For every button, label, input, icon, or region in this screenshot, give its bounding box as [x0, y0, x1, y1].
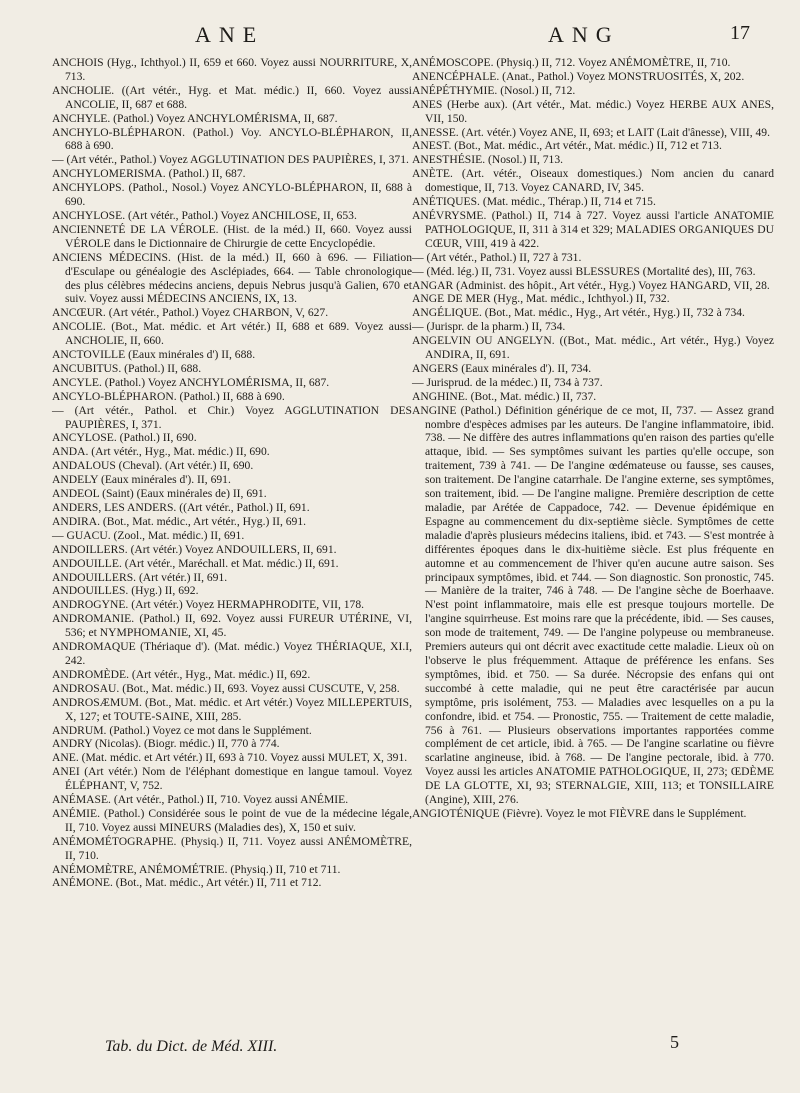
index-entry: — (Art vétér., Pathol. et Chir.) Voyez AGGLUTINATION DES PAUPIÈRES, I, 371.: [52, 403, 412, 431]
footer-signature: Tab. du Dict. de Méd. XIII.: [105, 1038, 278, 1055]
index-entry: ANGHINE. (Bot., Mat. médic.) II, 737.: [412, 389, 597, 403]
left-column: [52, 56, 412, 890]
index-entry: ANEI (Art vétér.) Nom de l'éléphant domestique en langue tamoul. Voyez ÉLÉPHANT, V, 752.: [52, 765, 412, 793]
index-entry: — (Art vétér., Pathol.) Voyez AGGLUTINATION DES PAUPIÈRES, I, 371.: [52, 153, 409, 167]
index-entry: ANCHYLO-BLÉPHARON. (Pathol.) Voy. ANCYLO-BLÉPHARON, II, 688 à 690.: [52, 125, 412, 153]
index-entry: ANGIOTÉNIQUE (Fièvre). Voyez le mot FIÈVRE dans le Supplément.: [412, 806, 747, 820]
right-column: [412, 56, 774, 821]
index-entry: ANCHOLIE. ((Art vétér., Hyg. et Mat. médic.) II, 660. Voyez aussi ANCOLIE, II, 687 et 688.: [52, 83, 412, 111]
index-entry: — (Méd. lég.) II, 731. Voyez aussi BLESSURES (Mortalité des), III, 763.: [412, 264, 756, 278]
index-entry: ANDROMÈDE. (Art vétér., Hyg., Mat. médic.) II, 692.: [52, 667, 311, 681]
index-entry: ANÉMOMÈTRE, ANÉMOMÉTRIE. (Physiq.) II, 710 et 711.: [52, 862, 341, 876]
index-entry: ANÉPÉTHYMIE. (Nosol.) II, 712.: [412, 83, 576, 97]
index-entry: ANDROSÆMUM. (Bot., Mat. médic. et Art vétér.) Voyez MILLEPERTUIS, X, 127; et TOUTE-SAINE, XIII, 285.: [52, 695, 412, 723]
index-entry: ANCIENNETÉ DE LA VÉROLE. (Hist. de la méd.) II, 660. Voyez aussi VÉROLE dans le Dictionnaire de Chirurgie de cette Encyclopédie.: [52, 222, 412, 250]
footer-signature-number: 5: [670, 1032, 679, 1052]
index-entry: — (Jurispr. de la pharm.) II, 734.: [412, 320, 566, 334]
index-entry: ANCYLOSE. (Pathol.) II, 690.: [52, 431, 197, 445]
index-entry: ANDROGYNE. (Art vétér.) Voyez HERMAPHRODITE, VII, 178.: [52, 598, 365, 612]
index-entry: ANGE DE MER (Hyg., Mat. médic., Ichthyol.) II, 732.: [412, 292, 670, 306]
index-entry: ANDEOL (Saint) (Eaux minérales de) II, 691.: [52, 487, 267, 501]
index-entry: ANEST. (Bot., Mat. médic., Art vétér., Mat. médic.) II, 712 et 713.: [412, 139, 722, 153]
index-entry: ANDRUM. (Pathol.) Voyez ce mot dans le Supplément.: [52, 723, 312, 737]
index-entry: ANCIENS MÉDECINS. (Hist. de la méd.) II, 660 à 696. — Filiation d'Esculape ou généalogie des Asclépiades, 664. — Table chronologique des plus célèbres médecins anciens, depuis Nebrus jusqu'à Galien, 670 et suiv. Voyez aussi MÉDECINS ANCIENS, IX, 13.: [52, 250, 412, 306]
index-entry: ANDOUILLE. (Art vétér., Maréchall. et Mat. médic.) II, 691.: [52, 556, 339, 570]
running-head-left: ANE: [195, 22, 265, 47]
index-entry: ANDALOUS (Cheval). (Art vétér.) II, 690.: [52, 459, 254, 473]
index-entry: ANCHOIS (Hyg., Ichthyol.) II, 659 et 660. Voyez aussi NOURRITURE, X, 713.: [52, 56, 412, 83]
index-entry: ANDROMAQUE (Thériaque d'). (Mat. médic.) Voyez THÉRIAQUE, XI.I, 242.: [52, 640, 412, 667]
running-head-right: ANG: [548, 22, 620, 47]
index-entry: ANDROSAU. (Bot., Mat. médic.) II, 693. Voyez aussi CUSCUTE, V, 258.: [52, 681, 400, 695]
index-entry: ANDRY (Nicolas). (Biogr. médic.) II, 770 à 774.: [52, 737, 280, 751]
index-entry: ANÉMOMÉTOGRAPHE. (Physiq.) II, 711. Voyez aussi ANÉMOMÈTRE, II, 710.: [52, 834, 412, 862]
index-entry: ANGÉLIQUE. (Bot., Mat. médic., Hyg., Art vétér., Hyg.) II, 732 à 734.: [412, 306, 745, 320]
index-entry: ANESTHÉSIE. (Nosol.) II, 713.: [412, 153, 564, 167]
index-entry: ANDIRA. (Bot., Mat. médic., Art vétér., Hyg.) II, 691.: [52, 514, 307, 528]
index-entry: ANCHYLOPS. (Pathol., Nosol.) Voyez ANCYLO-BLÉPHARON, II, 688 à 690.: [52, 181, 412, 209]
index-entry: ANESSE. (Art. vétér.) Voyez ANE, II, 693; et LAIT (Lait d'ânesse), VIII, 49.: [412, 125, 770, 139]
index-entry: ANÉVRYSME. (Pathol.) II, 714 à 727. Voyez aussi l'article ANATOMIE PATHOLOGIQUE, II, 311 à 314 et 329; MALADIES ORGANIQUES DU CŒUR, VIII, 419 à 422.: [412, 208, 774, 250]
index-entry: ANDOILLERS. (Art vétér.) Voyez ANDOUILLERS, II, 691.: [52, 542, 337, 556]
index-entry: ANGERS (Eaux minérales d'). II, 734.: [412, 361, 592, 375]
index-entry: ANGINE (Pathol.) Définition générique de ce mot, II, 737. — Assez grand nombre d'espèces admises par les auteurs. De l'angine inflammatoire, ibid. 738. — Ne diffère des autres inflammations qu'en raison des parties qu'elle attaque, ibid. — Ses symptômes suivant les parties qu'elle occupe, son traitement, 739 à 741. — De l'angine œdémateuse ou fausse, ses causes, son traitement. De l'angine catarrhale. De l'angine externe, ses symptômes, son traitement, ibid. — De l'angine maligne. Première description de cette maladie, par Arétée de Cappadoce, 742. — Devenue épidémique en Espagne au commencement du dix-septième siècle. Symptômes de cette maladie d'après plusieurs médecins italiens, ibid. et 743. — S'est montrée à différentes époques dans le dix-huitième siècle. Est plus fréquente en automne et au commencement de l'hiver qu'en aucune autre saison. Ses principaux symptômes, ibid. et 744. — Son diagnostic. Son pronostic, 745. — Manière de la traiter, 746 à 748. — De l'angine sèche de Boerhaave. N'est point inflammatoire, mais elle est presque toujours mortelle. De l'angine squirrheuse. Est moins rare que la précédente, ibid. — Ses causes, son mode de traitement, 749. — De l'angine polypeuse ou membraneuse. Premiers auteurs qui ont décrit avec exactitude cette maladie. Lieux où on l'observe le plus fréquemment. Attaque de préférence les enfans. Ses symptômes, ibid. et 750. — Sa durée. Nécropsie des enfans qui ont succombé à cette maladie, qui ne peut être caractérisée par aucun symptôme, pris isolément, 753. — Maladies avec lesquelles on a pu la confondre, ibid. et 754. — Pronostic, 755. — Traitement de cette maladie, 756 à 761. — Plusieurs observations importantes rapportées comme complément de cet article, ibid. à 765. — De l'angine scarlatine ou fièvre scarlatine angineuse, ibid. à 768. — De l'angine pectorale, ibid. à 770. Voyez aussi les articles ANATOMIE PATHOLOGIQUE, II, 273; ŒDÈME DE LA GLOTTE, XI, 93; STERNALGIE, XIII, 113; et TONSILLAIRE (Angine), XIII, 276.: [412, 403, 774, 807]
index-entry: ANDA. (Art vétér., Hyg., Mat. médic.) II, 690.: [52, 445, 270, 459]
index-entry: ANÉTIQUES. (Mat. médic., Thérap.) II, 714 et 715.: [412, 195, 656, 209]
index-entry: ANÉMIE. (Pathol.) Considérée sous le point de vue de la médecine légale, II, 710. Voyez aussi MINEURS (Maladies des), X, 150 et suiv.: [52, 806, 412, 834]
index-entry: ANCHYLOSE. (Art vétér., Pathol.) Voyez ANCHILOSE, II, 653.: [52, 208, 357, 222]
index-entry: ANCUBITUS. (Pathol.) II, 688.: [52, 361, 202, 375]
index-entry: ANGELVIN OU ANGELYN. ((Bot., Mat. médic., Art vétér., Hyg.) Voyez ANDIRA, II, 691.: [412, 334, 774, 362]
index-entry: ANENCÉPHALE. (Anat., Pathol.) Voyez MONSTRUOSITÉS, X, 202.: [412, 69, 745, 83]
index-entry: ANGAR (Administ. des hôpit., Art vétér., Hyg.) Voyez HANGARD, VII, 28.: [412, 278, 770, 292]
index-entry: ANDOUILLES. (Hyg.) II, 692.: [52, 584, 199, 598]
page-number: 17: [730, 22, 750, 44]
index-entry: ANDROMANIE. (Pathol.) II, 692. Voyez aussi FUREUR UTÉRINE, VI, 536; et NYMPHOMANIE, XI, 45.: [52, 612, 412, 640]
index-entry: ANDELY (Eaux minérales d'). II, 691.: [52, 473, 231, 487]
index-entry: ANE. (Mat. médic. et Art vétér.) II, 693 à 710. Voyez aussi MULET, X, 391.: [52, 751, 408, 765]
index-entry: ANCTOVILLE (Eaux minérales d') II, 688.: [52, 348, 256, 362]
index-entry: ANDERS, LES ANDERS. ((Art vétér., Pathol.) II, 691.: [52, 501, 310, 514]
index-entry: — GUACU. (Zool., Mat. médic.) II, 691.: [52, 528, 245, 542]
index-entry: ANDOUILLERS. (Art vétér.) II, 691.: [52, 570, 228, 584]
index-entry: — Jurisprud. de la médec.) II, 734 à 737.: [412, 375, 603, 389]
index-entry: ANCYLO-BLÉPHARON. (Pathol.) II, 688 à 690.: [52, 389, 285, 403]
index-entry: ANÉMONE. (Bot., Mat. médic., Art vétér.) II, 711 et 712.: [52, 876, 322, 890]
index-entry: ANCYLE. (Pathol.) Voyez ANCHYLOMÉRISMA, II, 687.: [52, 375, 330, 389]
index-entry: ANÈTE. (Art. vétér., Oiseaux domestiques.) Nom ancien du canard domestique, II, 713. Voyez CANARD, IV, 345.: [412, 167, 774, 195]
index-entry: ANCHYLOMERISMA. (Pathol.) II, 687.: [52, 167, 246, 181]
index-entry: ANCŒUR. (Art vétér., Pathol.) Voyez CHARBON, V, 627.: [52, 306, 329, 320]
index-entry: ANCHYLE. (Pathol.) Voyez ANCHYLOMÉRISMA, II, 687.: [52, 111, 338, 125]
index-entry: ANÉMASE. (Art vétér., Pathol.) II, 710. Voyez aussi ANÉMIE.: [52, 793, 349, 807]
index-entry: ANCOLIE. (Bot., Mat. médic. et Art vétér.) II, 688 et 689. Voyez aussi ANCHOLIE, II, 660.: [52, 320, 412, 348]
index-entry: ANÉMOSCOPE. (Physiq.) II, 712. Voyez ANÉMOMÈTRE, II, 710.: [412, 56, 731, 69]
index-entry: — (Art vétér., Pathol.) II, 727 à 731.: [412, 250, 582, 264]
index-entry: ANES (Herbe aux). (Art vétér., Mat. médic.) Voyez HERBE AUX ANES, VII, 150.: [412, 97, 774, 125]
